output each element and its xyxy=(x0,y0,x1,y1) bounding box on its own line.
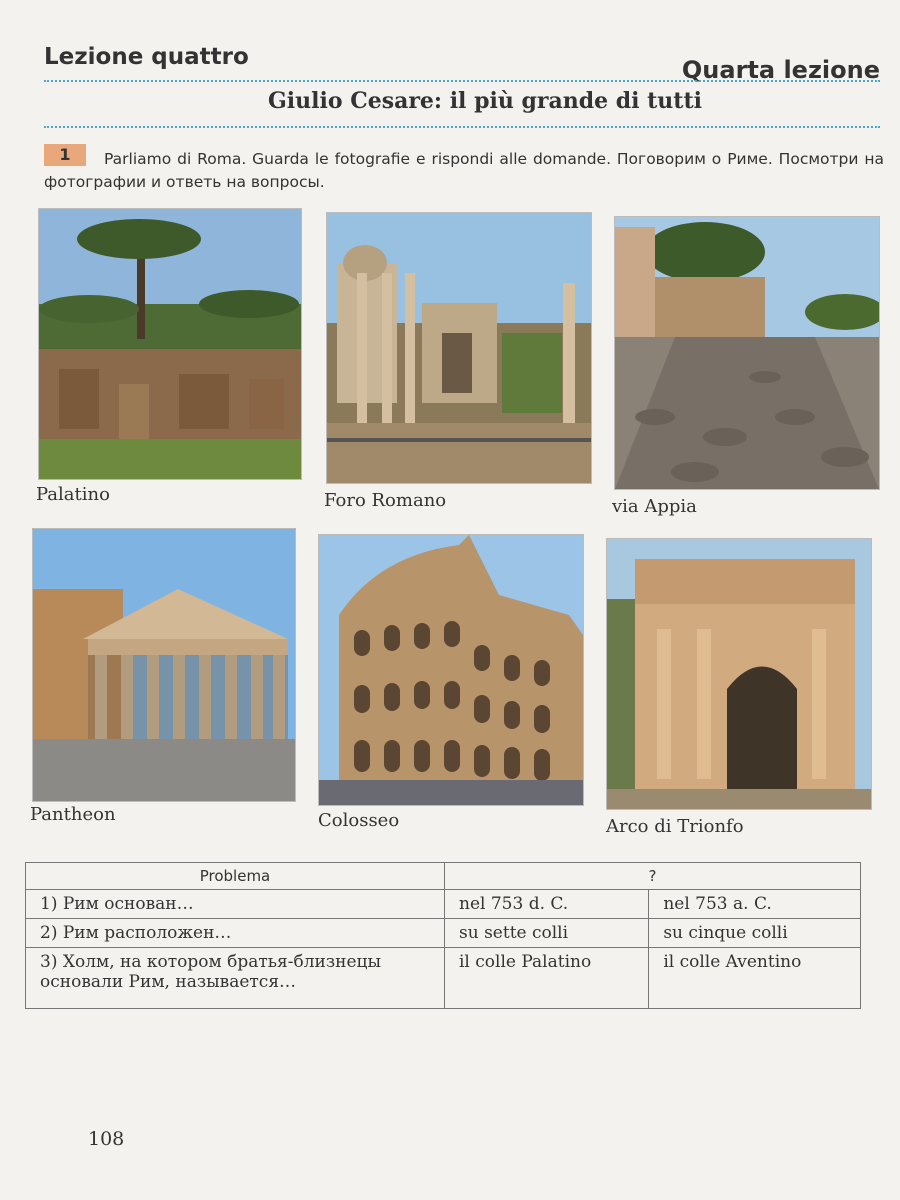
caption-pantheon: Pantheon xyxy=(30,804,116,825)
caption-palatino: Palatino xyxy=(36,484,110,505)
question-cell: 3) Холм, на котором братья-близнецы основали Рим, называется… xyxy=(26,948,445,1009)
exercise-number-badge: 1 xyxy=(44,144,86,166)
option-a-cell: su sette colli xyxy=(445,919,649,948)
photo-palatino xyxy=(38,208,302,480)
option-a-cell: il colle Palatino xyxy=(445,948,649,1009)
header-divider xyxy=(44,80,880,82)
table-row xyxy=(26,919,861,948)
caption-foro-romano: Foro Romano xyxy=(324,490,447,511)
option-b-cell: nel 753 a. C. xyxy=(649,890,861,919)
option-a-cell: nel 753 d. C. xyxy=(445,890,649,919)
title-divider xyxy=(44,126,880,128)
table-header-row xyxy=(26,863,861,890)
page-title: Giulio Cesare: il più grande di tutti xyxy=(268,88,702,114)
option-b-cell: su cinque colli xyxy=(649,919,861,948)
header-answer: ? xyxy=(445,863,861,890)
lesson-label-left: Lezione quattro xyxy=(44,44,249,70)
photo-arco-di-trionfo xyxy=(606,538,872,810)
table-row xyxy=(26,890,861,919)
question-cell: 1) Рим основан… xyxy=(26,890,445,919)
page-number: 108 xyxy=(88,1128,125,1150)
caption-via-appia: via Appia xyxy=(612,496,697,517)
photo-pantheon xyxy=(32,528,296,802)
photo-foro-romano xyxy=(326,212,592,484)
lesson-label-right: Quarta lezione xyxy=(681,56,880,84)
header-problem: Problema xyxy=(26,863,445,890)
table-row xyxy=(26,948,861,1009)
exercise-instructions: Parliamo di Roma. Guarda le fotografie e rispondi alle domande. Поговорим о Риме. Посмотри на фотографии и ответь на вопросы. xyxy=(44,150,884,191)
question-cell: 2) Рим расположен… xyxy=(26,919,445,948)
photo-via-appia xyxy=(614,216,880,490)
quiz-table xyxy=(25,862,861,1009)
option-b-cell: il colle Aventino xyxy=(649,948,861,1009)
caption-colosseo: Colosseo xyxy=(318,810,400,831)
caption-arco-di-trionfo: Arco di Trionfo xyxy=(606,816,744,837)
photo-colosseo xyxy=(318,534,584,806)
